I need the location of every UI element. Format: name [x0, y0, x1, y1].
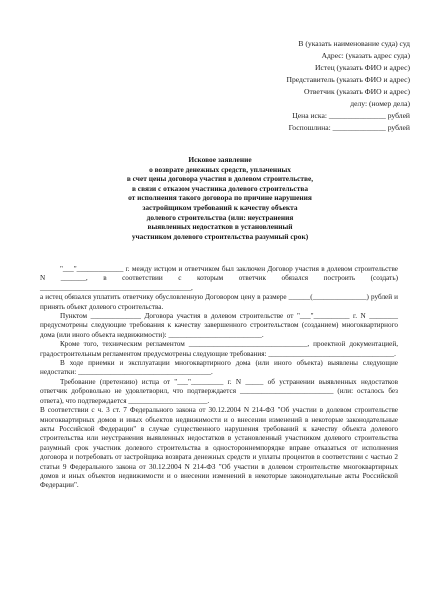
title-line: в счет цены договора участия в долевом строительстве,: [126, 174, 314, 184]
paragraph-law: В соответствии с ч. 3 ст. 7 Федерального закона от 30.12.2004 N 214-ФЗ "Об участии в долевом строительстве многоквартирных домов и иных объектов недвижимости и о внесении изменений в некоторые законодательные акты Российской Федерации" в случае существенного нарушения требований к качеству объекта долевого строительства или неустранения выявленных недостатков в установленный участником долевого строительства разумный срок участник долевого строительства в одностороннемпорядке вправе отказаться от исполнения договора и потребовать от застройщика возврата денежных средств и уплаты процентов в соответствии с частью 2 статьи 9 Федерального закона от 30.12.2004 N 214-ФЗ "Об участии в долевом строительстве многоквартирных домов и иных объектов недвижимости и о внесении изменений в некоторые законодательные акты Российской Федерации".: [40, 406, 398, 490]
court-name-line: В (указать наименование суда) суд: [298, 39, 410, 48]
paragraph-quality-requirements: Пунктом ______________ Договора участия в долевом строительстве от "___"__________ г. N ________ предусмотрены следующие требования к качеству завершенного строительством (созданием) многоквартирного дома (или иного объекта недвижимости): __________________________.: [40, 312, 398, 339]
defendant-line: Ответчик (указать ФИО и адрес): [304, 87, 410, 96]
paragraph-regulations: Кроме того, техническим регламентом _________________________________, проектной документацией, градостроительным регламентом предусмотрены следующие требования: ___________________________________.: [40, 340, 398, 358]
case-number-line: делу: (номер дела): [350, 99, 410, 108]
court-address-line: Адрес: (указать адрес суда): [321, 51, 410, 60]
header-block: [210, 38, 410, 134]
plaintiff-line: Истец (указать ФИО и адрес): [315, 63, 410, 72]
representative-line: Представитель (указать ФИО и адрес): [286, 75, 410, 84]
paragraph-payment: а истец обязался уплатить ответчику обусловленную Договором цену в размере ______(_______________) рублей и принять объект долевого строительства.: [40, 293, 398, 311]
document-body: [40, 265, 398, 491]
document-title: [100, 155, 340, 241]
title-line: о возврате денежных средств, уплаченных: [149, 164, 291, 174]
title-line: Исковое заявление: [188, 155, 252, 164]
paragraph-claim: Требование (претензию) истца от "___"_________ г. N _____ об устранении выявленных недостатков ответчик добровольно не удовлетворил, что подтверждается __________________________ (или: осталось без ответа), что подтверждается ______________________.: [40, 377, 398, 405]
title-line: выявленных недостатков в установленный: [147, 222, 293, 232]
title-line: в связи с отказом участника долевого строительства: [131, 183, 309, 193]
paragraph-contract: "___"_____________ г. между истцом и ответчиком был заключен Договор участия в долевом строительстве N _______, в соответствии с которым ответчик обязался построить (создать) __________________________________________,: [40, 265, 398, 292]
title-line: долевого строительства (или: неустранения: [146, 212, 294, 222]
title-line: от исполнения такого договора по причине нарушения: [128, 193, 312, 203]
claim-price-line: Цена иска: _______________ рублей: [292, 111, 410, 120]
paragraph-defects: В ходе приемки и эксплуатации многоквартирного дома (или иного объекта) выявлены следующие недостатки: _____________________________________.: [40, 359, 398, 377]
title-line: застройщиком требований к качеству объекта: [142, 202, 298, 212]
state-fee-line: Госпошлина: ______________ рублей: [288, 123, 410, 132]
title-line: участником долевого строительства разумный срок): [131, 231, 309, 241]
